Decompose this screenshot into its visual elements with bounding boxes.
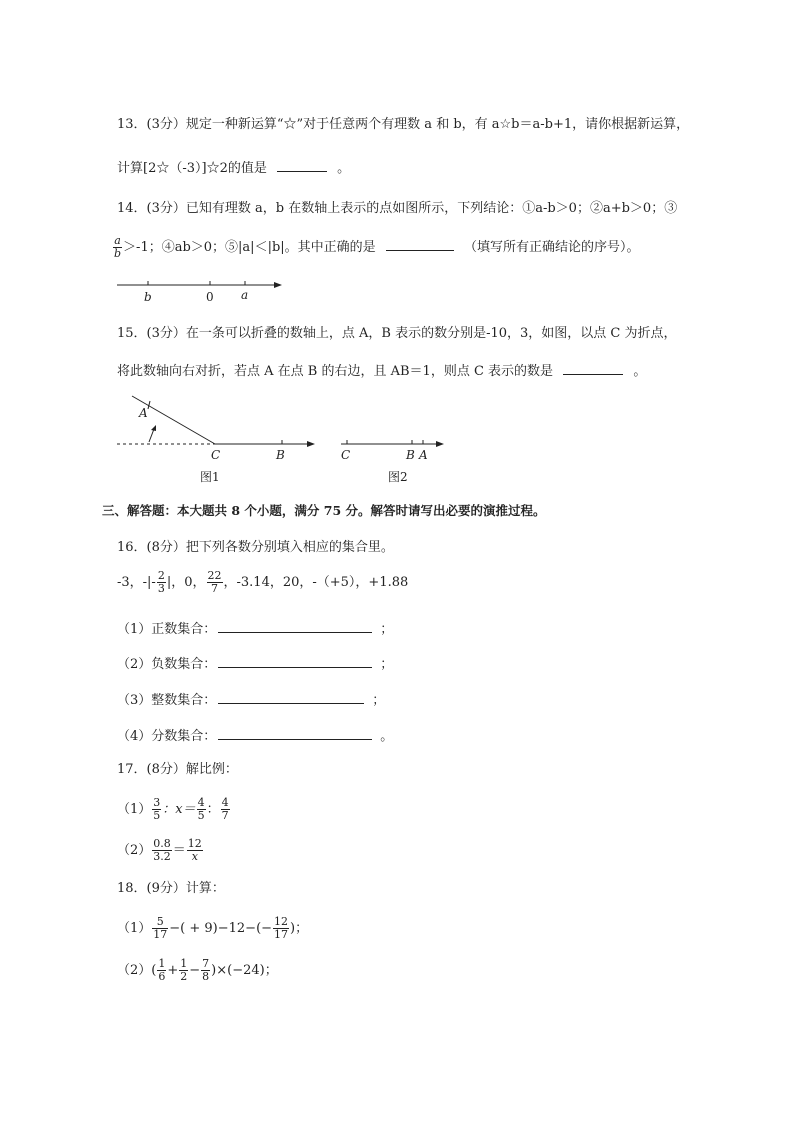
q18-p1-mid: −( + 9)−12−(− — [169, 921, 273, 936]
q16-frac1-den: 3 — [157, 582, 165, 595]
q18-p2-frac3 — [201, 958, 210, 983]
q17-p2-frac2 — [187, 838, 203, 863]
q16-set3-end: ； — [372, 693, 386, 708]
q16-nums-a: -3，-|- — [117, 575, 156, 590]
q13-line2-text: 计算[2☆（-3）]☆2的值是 — [117, 161, 267, 176]
q16-set1-end: ； — [380, 622, 394, 637]
q16-title: 16．(8分）把下列各数分别填入相应的集合里。 — [117, 540, 394, 555]
q15-fig1-label-B: B — [276, 448, 285, 462]
q15-fig1-label-C: C — [211, 448, 221, 462]
q18-part2 — [117, 955, 278, 987]
q16-set1-label: （1）正数集合： — [117, 622, 217, 637]
q17-p2-f2-num: 12 — [187, 837, 202, 850]
q16-nums-c: ，-3.14，20，-（+5），+1.88 — [223, 575, 409, 590]
q17-p1-f2-den: 5 — [197, 809, 205, 822]
q17-p1-f1-den: 5 — [153, 809, 161, 822]
q16-set4-end: 。 — [380, 729, 394, 744]
q17-p2-eq: ＝ — [172, 843, 186, 858]
q14-axis-label-0: 0 — [206, 290, 214, 304]
q14-line2-text: ＞-1；④ab＞0；⑤|a|＜|b|。其中正确的是 — [123, 240, 376, 255]
q14-axis-label-b: b — [144, 290, 152, 304]
q16-set3-label: （3）整数集合： — [117, 693, 217, 708]
q14-axis-label-a: a — [241, 288, 249, 302]
q18-p2-plus: + — [167, 963, 179, 978]
q18-p2-f2-num: 1 — [180, 957, 188, 970]
q16-set-negative — [117, 654, 393, 674]
q17-p1-mid: ：x＝ — [162, 802, 196, 817]
q18-p2-f3-den: 8 — [202, 970, 210, 983]
q17-p1-frac2 — [197, 797, 206, 822]
q15-line1: 15．(3分）在一条可以折叠的数轴上，点 A，B 表示的数分别是-10，3，如图，以点 C 为折点， — [117, 326, 677, 341]
q18-p2-minus: − — [189, 963, 201, 978]
q17-p2-frac1 — [152, 838, 172, 863]
q15-figure-2 — [336, 392, 456, 490]
q16-set4-blank[interactable] — [218, 726, 372, 740]
q18-title: 18．(9分）计算： — [117, 881, 225, 896]
q16-set2-label: （2）负数集合： — [117, 657, 217, 672]
q15-fig2-caption: 图2 — [388, 470, 408, 484]
q15-line2 — [117, 361, 646, 381]
q18-p1-end: )； — [290, 921, 309, 936]
q13-line2-end: 。 — [337, 161, 351, 176]
q16-set-integer — [117, 690, 385, 710]
q13-line2 — [117, 158, 350, 178]
q18-part1 — [117, 913, 308, 945]
q17-title: 17．(8分）解比例： — [117, 762, 238, 777]
q17-p1-label: （1） — [117, 802, 152, 817]
q17-p2-f1-den: 3.2 — [153, 850, 171, 863]
q18-p1-frac1 — [152, 916, 168, 941]
q14-answer-blank[interactable] — [386, 237, 454, 251]
q16-frac2-den: 7 — [211, 582, 218, 595]
q17-part1 — [117, 795, 231, 825]
q16-numbers — [117, 569, 408, 597]
q14-frac-num: a — [114, 234, 121, 247]
q13-answer-blank[interactable] — [277, 158, 327, 172]
q18-p2-frac2 — [179, 958, 188, 983]
q18-p2-f3-num: 7 — [202, 957, 210, 970]
q15-fig2-label-B: B — [406, 448, 415, 462]
q18-p2-f1-den: 6 — [158, 970, 166, 983]
q16-frac1-num: 2 — [157, 569, 165, 582]
q17-part2 — [117, 836, 204, 866]
q15-line2-text: 将此数轴向右对折，若点 A 在点 B 的右边，且 AB＝1，则点 C 表示的数是 — [117, 364, 554, 379]
q18-p2-f1-num: 1 — [158, 957, 166, 970]
q15-line2-end: 。 — [633, 364, 647, 379]
q17-p1-f3-den: 7 — [221, 809, 229, 822]
q17-p1-f2-num: 4 — [197, 796, 205, 809]
q18-p1-label: （1） — [117, 921, 152, 936]
q18-p1-f1-den: 17 — [153, 928, 168, 941]
q15-fig2-label-A: A — [419, 448, 428, 462]
q17-p1-colon: ： — [206, 802, 220, 817]
q15-fig2-label-C: C — [341, 448, 351, 462]
q14-frac-den: b — [114, 247, 122, 260]
q17-p1-frac1 — [152, 797, 161, 822]
q14-line2-end: （填写所有正确结论的序号）。 — [463, 240, 640, 255]
q17-p1-f3-num: 4 — [221, 796, 229, 809]
q14-number-line — [112, 275, 292, 305]
q17-p2-label: （2） — [117, 843, 152, 858]
q16-set1-blank[interactable] — [218, 619, 372, 633]
q18-p2-frac1 — [157, 958, 166, 983]
q16-set-positive — [117, 619, 393, 639]
q18-p2-label: （2）( — [117, 963, 157, 978]
q16-set3-blank[interactable] — [218, 690, 364, 704]
q17-p2-f1-num: 0.8 — [153, 837, 171, 850]
q16-set2-blank[interactable] — [218, 654, 372, 668]
q16-set4-label: （4）分数集合： — [117, 729, 217, 744]
q16-set-fraction — [117, 726, 393, 746]
q18-p1-f2-den: 17 — [274, 928, 289, 941]
q16-set2-end: ； — [380, 657, 394, 672]
q18-p2-end: )×(−24)； — [211, 963, 278, 978]
q15-fig1-caption: 图1 — [200, 470, 220, 484]
q16-frac2-num: 22 — [207, 569, 222, 582]
q18-p1-f2-num: 12 — [274, 915, 289, 928]
q14-line1: 14．(3分）已知有理数 a，b 在数轴上表示的点如图所示，下列结论：①a-b＞0；②a+b＞0；③ — [117, 201, 678, 216]
q15-answer-blank[interactable] — [563, 361, 623, 375]
q17-p1-f1-num: 3 — [153, 796, 161, 809]
q16-nums-b: |，0， — [166, 575, 206, 590]
q14-fraction-a-over-b — [113, 235, 122, 260]
q17-p2-f2-den: x — [191, 850, 198, 863]
q18-p1-frac2 — [273, 916, 289, 941]
q13-line1: 13．(3分）规定一种新运算“☆”对于任意两个有理数 a 和 b，有 a☆b＝a-b+1，请你根据新运算， — [117, 117, 690, 132]
q18-p1-f1-num: 5 — [152, 916, 168, 929]
q14-line2 — [112, 235, 639, 261]
q17-p1-frac3 — [221, 797, 230, 822]
q16-frac-two-thirds — [157, 570, 166, 595]
q15-fig1-label-A: A — [139, 406, 148, 420]
section-3-title: 三、解答题：本大题共 8 个小题，满分 75 分。解答时请写出必要的演推过程。 — [102, 503, 546, 518]
q15-figure-1 — [112, 392, 322, 490]
q18-p2-f2-den: 2 — [180, 970, 188, 983]
q16-frac-22-7 — [207, 570, 223, 595]
